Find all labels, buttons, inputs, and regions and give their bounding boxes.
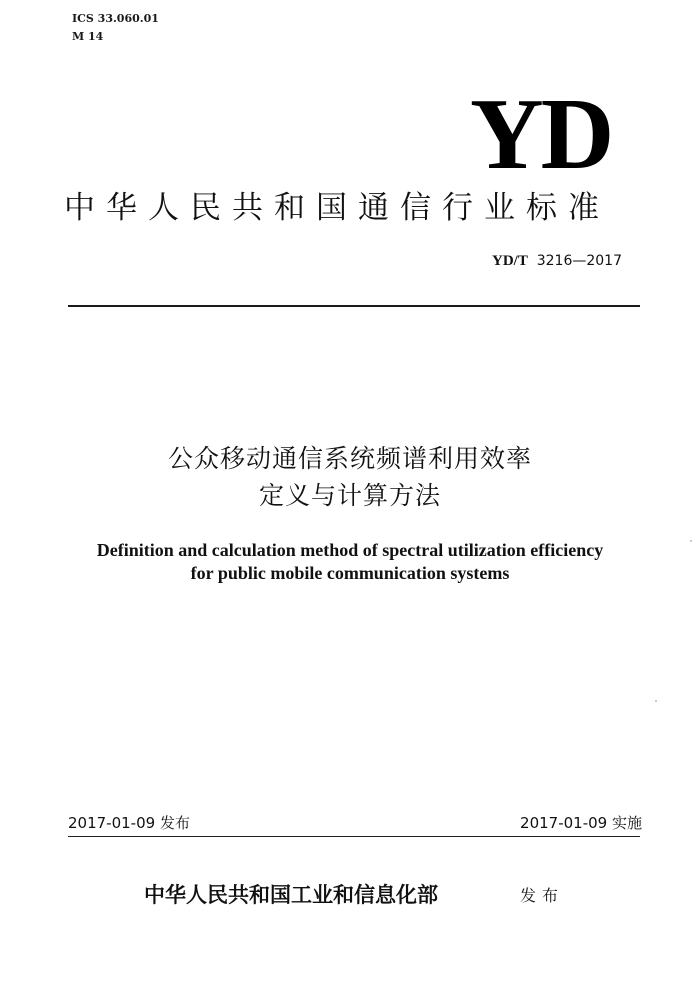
scan-speck <box>690 540 692 542</box>
scan-speck <box>655 700 657 702</box>
ics-code: ICS 33.060.01 <box>72 12 159 25</box>
issue-label: 发布 <box>520 886 565 905</box>
document-title-en-line1: Definition and calculation method of spectral utilization efficiency <box>96 540 604 560</box>
standard-title: 中华人民共和国通信行业标准 <box>64 190 610 226</box>
footer-divider <box>68 836 640 837</box>
document-title-cn-line1: 公众移动通信系统频谱利用效率 <box>167 444 532 473</box>
standard-code <box>492 253 622 270</box>
implementation-date: 2017-01-09 实施 <box>520 814 642 832</box>
document-title-en-line2: for public mobile communication systems <box>190 563 510 583</box>
standard-code-prefix: YD/T <box>491 253 528 269</box>
yd-logo: YD <box>470 78 612 191</box>
classification-code: M 14 <box>72 30 104 43</box>
issuing-authority: 中华人民共和国工业和信息化部 <box>144 882 438 907</box>
document-title-cn-line2: 定义与计算方法 <box>258 481 441 510</box>
standard-code-number: 3216—2017 <box>536 253 622 269</box>
header-divider <box>68 305 640 307</box>
publish-date: 2017-01-09 发布 <box>68 814 190 832</box>
